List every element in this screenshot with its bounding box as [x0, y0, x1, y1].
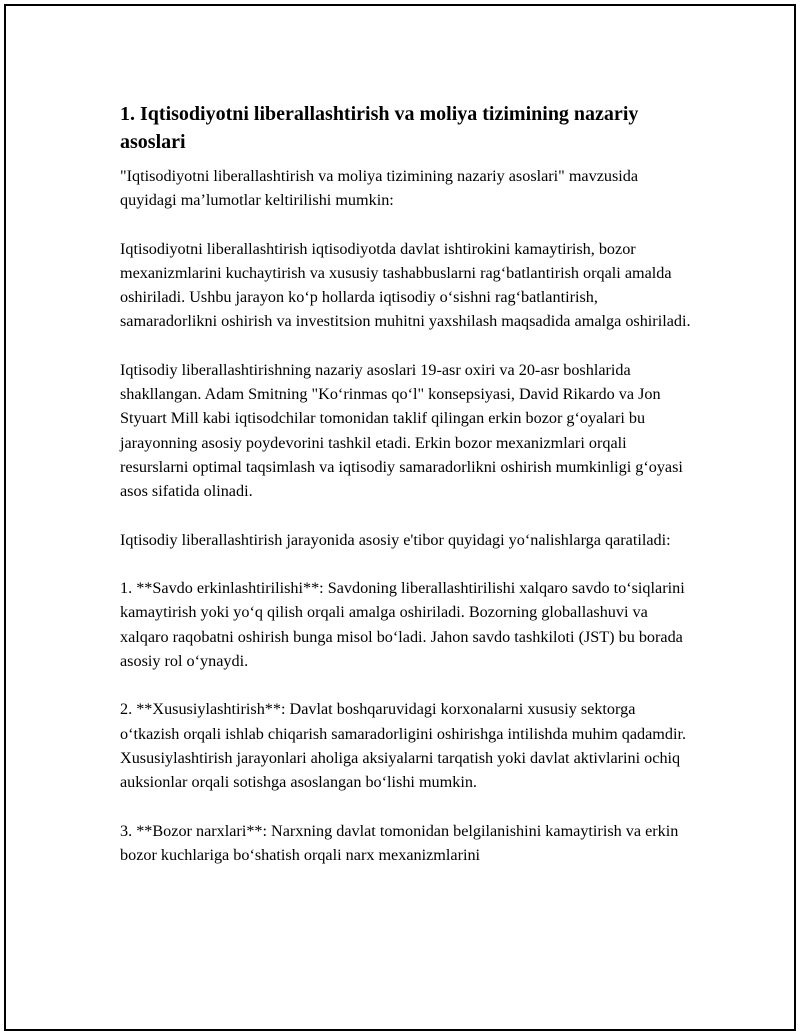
definition-paragraph: Iqtisodiyotni liberallashtirish iqtisodiyotda davlat ishtirokini kamaytirish, bozor mexanizmlarini kuchaytirish va xususiy tashabbuslarni rag‘batlantirish orqali amalda oshiriladi. Ushbu jarayon ko‘p hollarda iqtisodiy o‘sishni rag‘batlantirish, samaradorlikni oshirish va investitsion muhitni yaxshilash maqsadida amalga oshiriladi. — [120, 239, 691, 331]
theory-paragraph: Iqtisodiy liberallashtirishning nazariy asoslari 19-asr oxiri va 20-asr boshlarida shakllangan. Adam Smitning "Ko‘rinmas qo‘l" konsepsiyasi, David Rikardo va Jon Styuart Mill kabi iqtisodchilar tomonidan taklif qilingan erkin bozor g‘oyalari bu jarayonning asosiy poydevorini tashkil etadi. Erkin bozor mexanizmlari orqali resurslarni optimal taqsimlash va iqtisodiy samaradorlikni oshirish mumkinligi g‘oyasi asos sifatida olinadi. — [120, 361, 683, 501]
directions-intro-paragraph: Iqtisodiy liberallashtirish jarayonida asosiy e'tibor quyidagi yo‘nalishlarga qaratiladi: — [120, 530, 671, 549]
page-frame — [4, 4, 796, 1031]
list-item-trade: 1. **Savdo erkinlashtirilishi**: Savdoning liberallashtirilishi xalqaro savdo to‘siqlarini kamaytirish yoki yo‘q qilish orqali amalga oshiriladi. Bozorning globallashuvi va xalqaro raqobatni oshirish bunga misol bo‘ladi. Jahon savdo tashkiloti (JST) bu borada asosiy rol o‘ynaydi. — [120, 579, 685, 670]
intro-paragraph: "Iqtisodiyotni liberallashtirish va moliya tizimining nazariy asoslari" mavzusida quyidagi ma’lumotlar keltirilishi mumkin: — [120, 167, 639, 210]
list-item-privatization: 2. **Xususiylashtirish**: Davlat boshqaruvidagi korxonalarni xususiy sektorga o‘tkazish orqali ishlab chiqarish samaradorligini oshirishga intilishda muhim qadamdir. Xususiylashtirish jarayonlari aholiga aksiyalarni tarqatish yoki davlat aktivlarini ochiq auksionlar orqali sotishga asoslangan bo‘lishi mumkin. — [120, 700, 687, 792]
document-title: 1. Iqtisodiyotni liberallashtirish va moliya tizimining nazariy asoslari — [120, 103, 639, 153]
list-item-market-prices: 3. **Bozor narxlari**: Narxning davlat tomonidan belgilanishini kamaytirish va erkin bozor kuchlariga bo‘shatish orqali narx mexanizmlarini — [120, 821, 679, 864]
document-body — [120, 98, 694, 891]
